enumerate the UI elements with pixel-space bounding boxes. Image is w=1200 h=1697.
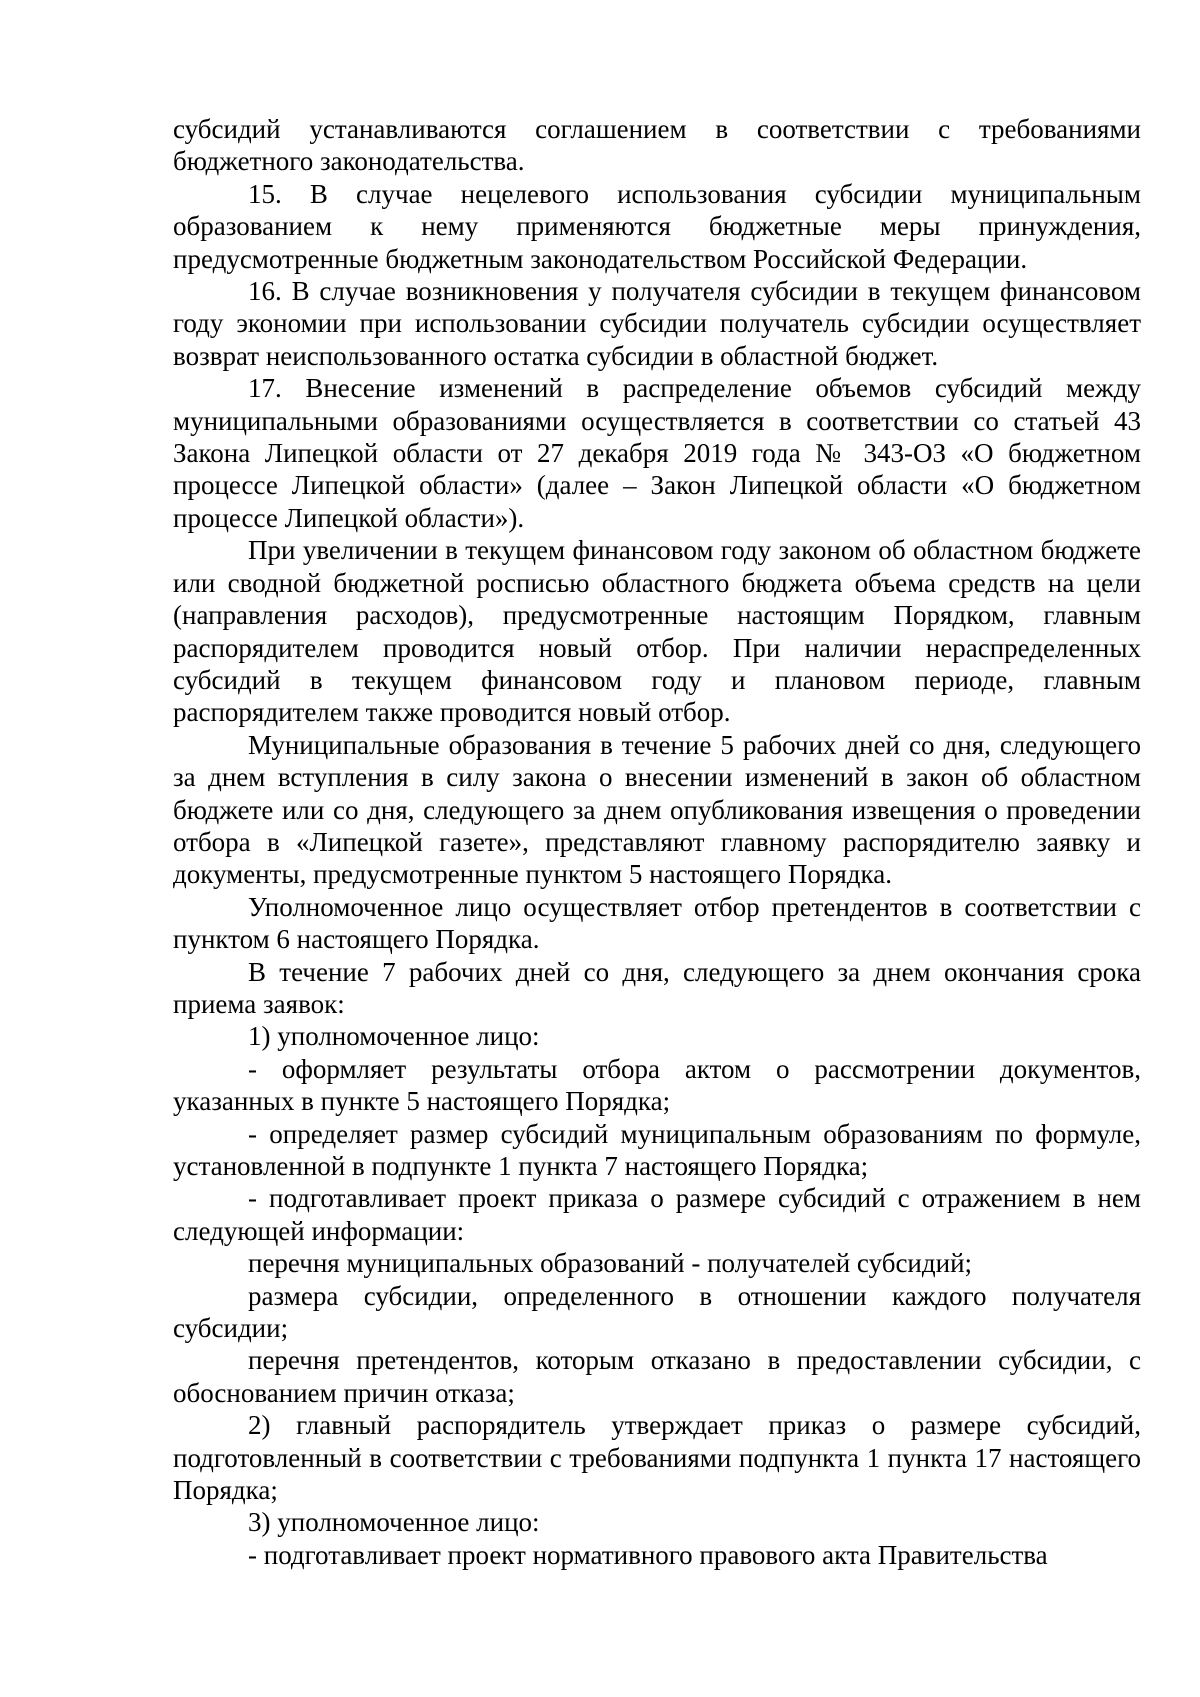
paragraph-budget-increase: При увеличении в текущем финансовом году законом об областном бюджете или сводной бюджетной росписью областного бюджета объема средств на цели (направления расходов), предусмотренные настоящим Порядком, главным распорядителем проводится новый отбор. При наличии нераспределенных субсидий в текущем финансовом году и плановом периоде, главным распорядителем также проводится новый отбор. — [173, 535, 1141, 728]
paragraph-subitem-2: 2) главный распорядитель утверждает приказ о размере субсидий, подготовленный в соответствии с требованиями подпункта 1 пункта 17 настоящего Порядка; — [173, 1410, 1141, 1506]
paragraph-item-17: 17. Внесение изменений в распределение объемов субсидий между муниципальными образованиями осуществляется в соответствии со статьей 43 Закона Липецкой области от 27 декабря 2019 года № 343-ОЗ «О бюджетном процессе Липецкой области» (далее – Закон Липецкой области «О бюджетном процессе Липецкой области»). — [173, 373, 1141, 533]
paragraph-dash-normative-act: - подготавливает проект нормативного правового акта Правительства — [248, 1539, 1048, 1570]
paragraph-list-refusals: перечня претендентов, которым отказано в предоставлении субсидии, с обоснованием причин отказа; — [173, 1345, 1141, 1408]
document-page — [173, 113, 1141, 1571]
paragraph-item-16: 16. В случае возникновения у получателя субсидии в текущем финансовом году экономии при использовании субсидии получатель субсидии осуществляет возврат неиспользованного остатка субсидии в областной бюджет. — [173, 276, 1141, 371]
paragraph-dash-order-draft: - подготавливает проект приказа о размере субсидий с отражением в нем следующей информации: — [173, 1183, 1141, 1246]
paragraph-dash-act: - оформляет результаты отбора актом о рассмотрении документов, указанных в пункте 5 настоящего Порядка; — [173, 1053, 1141, 1117]
paragraph-subitem-3: 3) уполномоченное лицо: — [248, 1507, 540, 1538]
paragraph-selection: Уполномоченное лицо осуществляет отбор претендентов в соответствии с пунктом 6 настоящего Порядка. — [173, 891, 1141, 955]
paragraph-municipal-application: Муниципальные образования в течение 5 рабочих дней со дня, следующего за днем вступления в силу закона о внесении изменений в закон об областном бюджете или со дня, следующего за днем опубликования извещения о проведении отбора в «Липецкой газете», представляют главному распорядителю заявку и документы, предусмотренные пунктом 5 настоящего Порядка. — [173, 729, 1141, 890]
paragraph-dash-amount: - определяет размер субсидий муниципальным образованиям по формуле, установленной в подпункте 1 пункта 7 настоящего Порядка; — [173, 1118, 1141, 1181]
paragraph-subitem-1: 1) уполномоченное лицо: — [248, 1021, 540, 1052]
paragraph-continuation: субсидий устанавливаются соглашением в соответствии с требованиями бюджетного законодательства. — [173, 114, 1141, 177]
paragraph-list-recipients: перечня муниципальных образований - получателей субсидий; — [248, 1248, 973, 1279]
paragraph-deadline: В течение 7 рабочих дней со дня, следующего за днем окончания срока приема заявок: — [173, 956, 1141, 1019]
paragraph-item-15: 15. В случае нецелевого использования субсидии муниципальным образованием к нему применяются бюджетные меры принуждения, предусмотренные бюджетным законодательством Российской Федерации. — [173, 178, 1141, 274]
paragraph-list-amounts: размера субсидии, определенного в отношении каждого получателя субсидии; — [173, 1280, 1141, 1344]
